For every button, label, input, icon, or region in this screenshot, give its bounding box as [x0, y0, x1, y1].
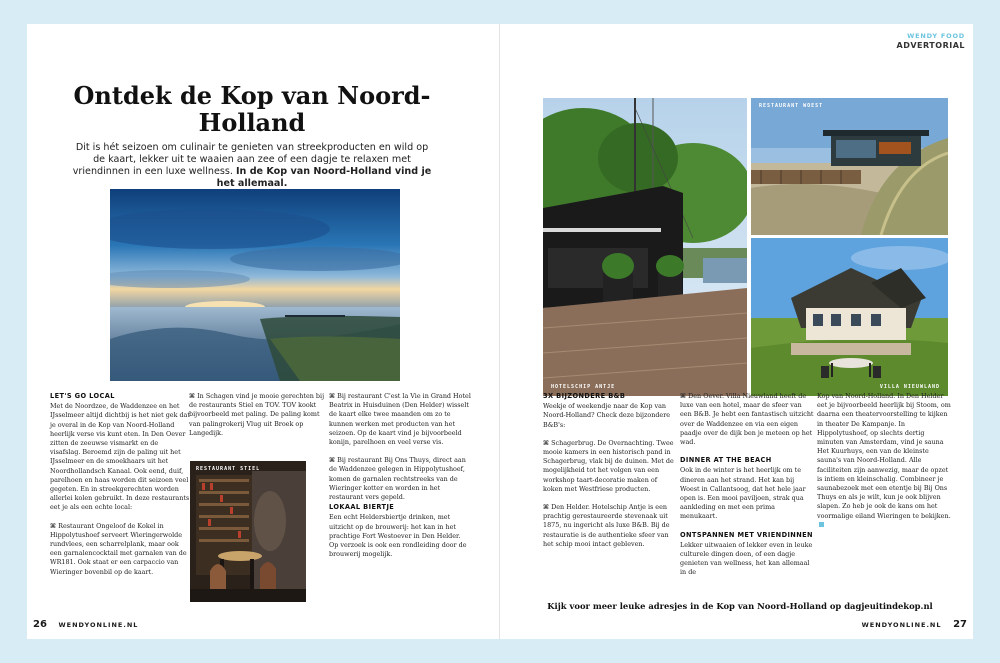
paragraph-den-helder-text: Den Helder. Hotelschip Antje is een prachtig gerestaureerde stevenaak uit 1875, nu ingericht als luxe B&B. Bij de restauratie is de authentieke sfeer van het schip mooi intact gebleven.: [543, 503, 670, 548]
brand-label: WENDY FOOD: [907, 32, 965, 40]
caption-restaurant-woest: RESTAURANT WOEST: [759, 103, 824, 109]
heading-bijzondere-bnb: 3X BIJZONDERE B&B: [543, 392, 626, 400]
paragraph-ontspannen: Lekker uitwaaien of lekker even in leuke culturele dingen doen, of een dagje genieten van wellness, het kan allemaal in de: [680, 540, 813, 577]
restaurant-woest-image: [751, 98, 948, 235]
end-mark-icon: [819, 522, 824, 527]
paragraph-biertje: Een echt Heldersbiertje drinken, met uitzicht op de brouwerij: het kan in het prachtige Fort Westoever in Den Helder. Op verzoek is ook een rondleiding door de brouwerij mogelijk.: [329, 513, 467, 559]
bullet-icon: ⌘: [189, 392, 198, 400]
site-link-right[interactable]: WENDYONLINE.NL: [861, 621, 942, 629]
hotelschip-antje-photo: [543, 98, 747, 396]
left-page: [27, 24, 500, 639]
bullet-icon: ⌘: [680, 392, 689, 400]
paragraph-woest: Ook in de winter is het heerlijk om te dineren aan het strand. Het kan bij Woest in Callantsoog, dat het hele jaar open is. Een mooi paviljoen, strak qua aankleding en met een prima menukaart.: [680, 466, 806, 521]
right-column-2: [680, 392, 814, 587]
paragraph-den-helder: [543, 503, 677, 549]
restaurant-woest-photo: [751, 98, 948, 235]
left-folio: [33, 612, 138, 631]
page-number-right: 27: [953, 619, 967, 630]
left-column-1: [50, 392, 190, 586]
right-column-3: [817, 392, 951, 539]
paragraph-cest-la-vie-text: Bij restaurant C'est la Vie in Grand Hotel Beatrix in Huisduinen (Den Helder) wisselt de kaart elke twee maanden om zo te kunnen werken met producten van het seizoen. Op de kaart vind je bijvoorbeeld konijn, parelhoen en veel verse vis.: [329, 392, 471, 447]
villa-nieuwland-image: [751, 238, 948, 396]
heading-ontspannen: ONTSPANNEN MET VRIENDINNEN: [680, 530, 813, 539]
right-column-1: [543, 392, 677, 558]
advertorial-label: ADVERTORIAL: [896, 41, 965, 50]
paragraph-ongeloof-text: Restaurant Ongeloof de Kokel in Hippolytushoef serveert Wieringerwolde rundvlees, een scharrelplank, maar ook een garnalencocktail met garnalen van de WR181. Ook staat er een carpaccio van Wieringer bovenbil op de kaart.: [50, 521, 187, 576]
paragraph-schagerbrug-text: Schagerbrug. De Overnachting. Twee mooie kamers in een historisch pand in Schagerbrug, vlak bij de duinen. Met de mogelijkheid tot het volgen van een workshop taart-decoratie maken of koken met Westfriese producten.: [543, 438, 674, 493]
paragraph-kop-van-noord-holland: [817, 392, 951, 530]
heading-lets-go-local: LET'S GO LOCAL: [50, 392, 115, 400]
paragraph-schagerbrug: [543, 439, 677, 494]
paragraph-bnb-intro: Weekje of weekendje naar de Kop van Noord-Holland? Check deze bijzondere B&B's:: [543, 402, 671, 429]
bullet-icon: ⌘: [543, 503, 552, 512]
restaurant-stiel-photo: [190, 461, 306, 602]
magazine-spread: [27, 24, 973, 639]
wadden-sunset-image: [110, 189, 400, 381]
wadden-sunset-photo: [110, 189, 400, 381]
paragraph-ongeloof: [50, 522, 190, 577]
paragraph-bij-ons-thuys-text: Bij restaurant Bij Ons Thuys, direct aan de Waddenzee gelegen in Hippolytushoef, komen de garnalen rechtstreeks van de Wieringer kotter en worden in het restaurant vers gepeld.: [329, 456, 466, 502]
heading-lokaal-biertje: LOKAAL BIERTJE: [329, 503, 395, 512]
page-number-left: 26: [33, 619, 47, 630]
paragraph-local-intro: Met de Noordzee, de Waddenzee en het IJsselmeer altijd dichtbij is het niet gek dat je overal in de Kop van Noord-Holland heerlijk verse vis kunt eten. In Den Oever zitten de zeeuwse vismarkt en de visafslag. Beroemd zijn de paling uit het IJsselmeer en de smoekhaars uit het Noordhollandsch Kanaal. Ook eend, duif, parelhoen en haas worden dit seizoen veel gegeten. En in streekgerechten worden allerlei kolen gebruikt. In deze restaurants eet je als een echte local:: [50, 402, 190, 512]
paragraph-schagen: [189, 392, 329, 438]
caption-hotelschip-antje: HOTELSCHIP ANTJE: [551, 384, 616, 390]
paragraph-bij-ons-thuys: [329, 456, 471, 502]
bullet-icon: ⌘: [543, 438, 552, 447]
restaurant-stiel-image: [190, 461, 306, 602]
paragraph-kop-text: Kop van Noord-Holland. In Den Helder eet je bijvoorbeeld heerlijk bij Stoom, om daarna een theatervoorstelling te kijken in theater De Kampanje. In Hippolytushoef, op slechts dertig minuten van Amsterdam, vind je sauna Het Kuurhuys, een van de kleinste sauna's van Noord-Holland. Alle faciliteiten zijn aanwezig, maar de opzet is intiem en kleinschalig. Combineer je saunabezoek met een etentje bij Bij Ons Thuys en als je wilt, kun je ook blijven slapen. Zo heb je ook de kans om het voormalige eiland Wieringen te bekijken.: [817, 392, 951, 520]
bullet-icon: ⌘: [50, 521, 59, 530]
hotelschip-antje-image: [543, 98, 747, 396]
heading-dinner-beach: DINNER AT THE BEACH: [680, 456, 772, 465]
intro-text: [69, 142, 435, 190]
villa-nieuwland-photo: [751, 238, 948, 396]
advertorial-tag: [897, 32, 965, 50]
paragraph-den-oever: [680, 392, 814, 447]
caption-villa-nieuwland: VILLA NIEUWLAND: [879, 384, 940, 390]
paragraph-den-oever-text: Den Oever. Villa Nieuwland heeft de luxe van een hotel, maar de sfeer van een B&B. Je hebt een fantastisch uitzicht over de Waddenzee en via een eigen paadje over de dijk ben je meteen op het wad.: [680, 392, 814, 447]
intro-bold: In de Kop van Noord-Holland vind je het allemaal.: [216, 166, 432, 189]
site-link-left[interactable]: WENDYONLINE.NL: [58, 621, 139, 629]
intro-body: Dit is hét seizoen om culinair te genieten van streekproducten en wild op de kaart, lekker uit te waaien aan zee of een dagje te relaxen met vriendinnen in een luxe wellness.: [72, 142, 429, 177]
paragraph-schagen-text: In Schagen vind je mooie gerechten bij de restaurants Stiel en TOV. TOV kookt bijvoorbeeld met paling. De paling komt van palingrokerij Vlug uit Broek op Langedijk.: [189, 392, 325, 437]
left-column-3: [329, 392, 471, 568]
bullet-icon: ⌘: [329, 456, 338, 465]
left-column-2: [189, 392, 329, 447]
bullet-icon: ⌘: [329, 392, 338, 400]
right-page: [500, 24, 973, 639]
call-to-action[interactable]: Kijk voor meer leuke adresjes in de Kop van Noord-Holland op dagjeuitindekop.nl: [547, 601, 933, 611]
caption-restaurant-stiel: RESTAURANT STIEL: [196, 466, 261, 472]
right-folio: [862, 612, 967, 631]
page-title: Ontdek de Kop van Noord-Holland: [73, 81, 431, 137]
paragraph-cest-la-vie: [329, 392, 471, 447]
